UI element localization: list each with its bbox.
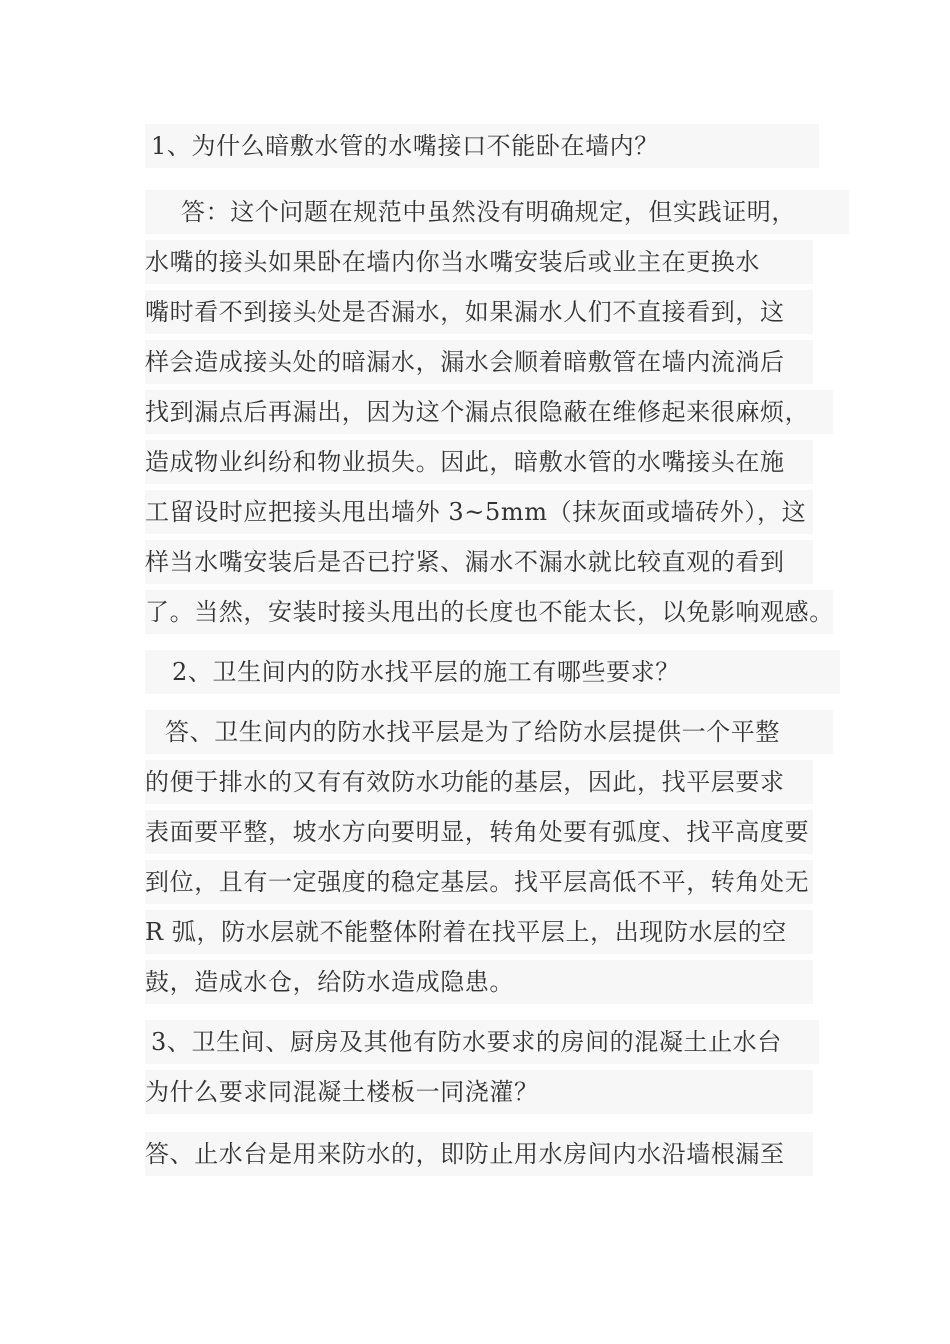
answer-2-line-6: 鼓，造成水仓，给防水造成隐患。	[145, 960, 813, 1004]
question-3-title-line-1: 3、卫生间、厨房及其他有防水要求的房间的混凝土止水台	[145, 1020, 819, 1064]
answer-1-line-9: 了。当然，安装时接头甩出的长度也不能太长，以免影响观感。	[145, 590, 833, 634]
question-2-title: 2、卫生间内的防水找平层的施工有哪些要求？	[145, 650, 840, 694]
answer-1-line-2: 水嘴的接头如果卧在墙内你当水嘴安装后或业主在更换水	[145, 240, 813, 284]
answer-1-line-4: 样会造成接头处的暗漏水，漏水会顺着暗敷管在墙内流淌后	[145, 340, 813, 384]
answer-1-line-8: 样当水嘴安装后是否已拧紧、漏水不漏水就比较直观的看到	[145, 540, 813, 584]
answer-1-line-6: 造成物业纠纷和物业损失。因此，暗敷水管的水嘴接头在施	[145, 440, 813, 484]
answer-1-line-7: 工留设时应把接头甩出墙外 3~5mm（抹灰面或墙砖外），这	[145, 490, 813, 534]
answer-3-line-1: 答、止水台是用来防水的，即防止用水房间内水沿墙根漏至	[145, 1132, 813, 1176]
answer-2-line-5: R 弧，防水层就不能整体附着在找平层上，出现防水层的空	[145, 910, 813, 954]
answer-2-line-3: 表面要平整，坡水方向要明显，转角处要有弧度、找平高度要	[145, 810, 813, 854]
question-1-title: 1、为什么暗敷水管的水嘴接口不能卧在墙内？	[145, 124, 819, 168]
answer-1-line-5: 找到漏点后再漏出，因为这个漏点很隐蔽在维修起来很麻烦，	[145, 390, 833, 434]
answer-2-line-1: 答、卫生间内的防水找平层是为了给防水层提供一个平整	[145, 710, 833, 754]
question-3-title-line-2: 为什么要求同混凝土楼板一同浇灌？	[145, 1070, 813, 1114]
answer-1-line-3: 嘴时看不到接头处是否漏水，如果漏水人们不直接看到，这	[145, 290, 813, 334]
answer-1-line-1: 答：这个问题在规范中虽然没有明确规定，但实践证明，	[145, 190, 849, 234]
answer-2-line-4: 到位，且有一定强度的稳定基层。找平层高低不平，转角处无	[145, 860, 813, 904]
answer-2-line-2: 的便于排水的又有有效防水功能的基层，因此，找平层要求	[145, 760, 813, 804]
